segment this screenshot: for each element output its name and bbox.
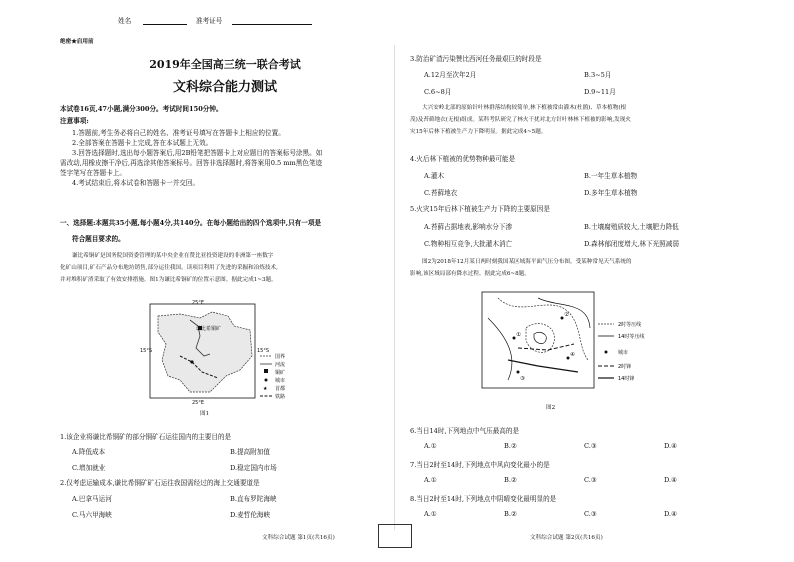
q6-option-c[interactable]: C.③ [584,442,597,450]
passage3 [410,256,745,280]
q5-option-d[interactable]: D.森林郁闭度增大,林下光照减弱 [584,240,679,248]
q4-option-a[interactable]: A.灌木 [424,172,445,180]
passage-line: 影响,该区域局部有降水过程。据此完成6~8题。 [410,271,530,277]
intro-text: 本试卷16页,47小题,满分300分。考试时间150分钟。 [60,105,223,113]
svg-text:★: ★ [263,386,268,392]
question-2: 2.仅考虑运输成本,谦比希铜矿矿石运往我国需经过的海上交通要道是 [60,479,260,487]
passage-line: 茂)及苔藓地衣(无根)组成。某科考队研究了林火干扰对北方针叶林林下植被的影响,发现火 [410,117,631,123]
q7-option-b[interactable]: B.② [504,476,517,484]
name-label: 姓名 [118,17,132,25]
q1-option-b[interactable]: B.提高附加值 [230,448,270,456]
q5-option-a[interactable]: A.苔藓占据地表,影响水分下渗 [424,223,513,231]
question-5: 5.火灾15年后林下植被生产力下降的主要原因是 [410,205,550,213]
q5-option-c[interactable]: C.物种相互竞争,大批灌木消亡 [424,240,513,248]
logo-stamp [378,524,412,548]
q6-option-d[interactable]: D.④ [664,442,678,450]
passage-line: 大兴安岭北部的原始针叶林群落结构较简单,林下植被常由灌木(杜鹃)、草本植物(根 [422,105,627,111]
legend-item: 河流 [275,362,286,368]
legend-item: 国界 [275,354,286,360]
q7-option-a[interactable]: A.① [424,476,437,484]
legend-item: 14时等压线 [618,334,645,340]
legend-item: 2时锋 [618,364,632,370]
passage-line: 灾15年后林下植被生产力下降明显。据此完成4~5题。 [410,129,547,135]
q1-option-a[interactable]: A.降低成本 [72,448,106,456]
q2-option-b[interactable]: B.直布罗陀海峡 [230,495,277,503]
q1-option-c[interactable]: C.增加就业 [72,464,106,472]
q4-option-c[interactable]: C.苔藓地衣 [424,189,458,197]
legend-item: 14时锋 [618,376,635,382]
secret-label: 绝密★启用前 [60,39,94,45]
passage-line: 并对堆积矿渣采取了有效安排措施。图1为谦比希铜矿的位置示意图。据此完成1~3题。 [60,277,277,283]
city-marker [517,371,520,374]
section1-heading: 一、选择题:本题共35小题,每小题4分,共140分。在每小题给出的四个选项中,只有一项是 [60,219,322,227]
q5-option-b[interactable]: B.土壤腐殖质较大,土壤肥力降低 [584,223,679,231]
q8-option-c[interactable]: C.③ [584,510,597,518]
legend-item: 首都 [275,386,286,392]
exam-subtitle: 文科综合能力测试 [172,80,277,95]
id-label: 准考证号 [196,17,223,25]
q8-option-a[interactable]: A.① [424,510,437,518]
q3-option-c[interactable]: C.6~8月 [424,88,452,96]
figure2-map [478,288,662,398]
notice-item: 3.回答选择题时,选出每小题答案后,用2B铅笔把答题卡上对应题目的答案标号涂黑。如 [72,149,323,157]
passage1 [60,250,390,286]
notice-item: 2.全部答案在答题卡上完成,答在本试题上无效。 [72,139,213,147]
figure1-caption: 图1 [200,411,210,417]
city-marker [190,360,193,363]
question-7: 7.当日2时至14时,下列地点中风向变化最小的是 [410,461,550,469]
notice-list [60,128,392,188]
city-label: ③ [520,376,525,382]
legend-item: 城市 [618,350,629,356]
city-label: ② [564,312,569,318]
mine-label: 谦比希铜矿 [196,326,222,332]
question-8: 8.当日2时至14时,下列地点中阴晴变化最明显的是 [410,495,557,503]
q7-option-d[interactable]: D.④ [664,476,678,484]
legend-item: 2时等压线 [618,322,642,328]
passage-line: 图2为2018年12月某日两时刻我国某区域海平面气压分布图。受某种常见天气系统的 [422,259,632,265]
lon-bottom: 25°E [192,400,205,406]
q3-option-b[interactable]: B.3~5月 [584,71,612,79]
q6-option-b[interactable]: B.② [504,442,517,450]
passage-line: 谦比希铜矿是国务院国资委管理的某中央企业在赞比亚投资建设的非洲第一座数字 [72,253,274,259]
notice-item: 需改动,用橡皮擦干净后,再选涂其他答案标号。回答非选择题时,将答案用0.5 mm黑色笔迹 [60,159,323,167]
notice-item: 4.考试结束后,将本试卷和答题卡一并交回。 [72,179,200,187]
q8-option-d[interactable]: D.④ [664,510,678,518]
map-frame [482,292,594,388]
name-blank [143,24,187,25]
q6-option-a[interactable]: A.① [424,442,437,450]
question-1: 1.该企业将谦比希铜矿的部分铜矿石运往国内的主要目的是 [60,433,232,441]
q2-option-c[interactable]: C.马六甲海峡 [72,511,112,519]
legend-item: 铜矿 [275,370,286,376]
footer-left: 文科综合试题 第1页(共16页) [262,535,335,541]
figure1-map [140,296,310,406]
lat-left: 15°S [140,348,153,354]
notice-title: 注意事项: [60,117,89,125]
figure2-legend [598,321,644,382]
column-divider [394,45,395,530]
legend-item: 铁路 [275,394,286,400]
legend-item: 城市 [275,378,286,384]
city-label: ① [516,332,521,338]
q7-option-c[interactable]: C.③ [584,476,597,484]
question-3: 3.防治矿渣污染赞比西河任务最艰巨的时段是 [410,55,542,63]
lat-right: 15°S [257,348,270,354]
figure2-caption: 图2 [546,405,556,411]
notice-item: 签字笔写在答题卡上。 [60,169,126,177]
q3-option-d[interactable]: D.9~11月 [584,88,616,96]
q8-option-b[interactable]: B.② [504,510,517,518]
q1-option-d[interactable]: D.稳定国内市场 [230,464,277,472]
q2-option-d[interactable]: D.麦哲伦海峡 [230,511,271,519]
exam-title: 2019年全国高三统一联合考试 [149,58,301,71]
lon-top: 25°E [192,300,205,306]
q2-option-a[interactable]: A.巴拿马运河 [72,495,112,503]
figure1-legend [260,353,285,400]
notice-item: 1.答题前,考生务必将自己的姓名、准考证号填写在答题卡上相应的位置。 [72,129,285,137]
id-blank [232,24,312,25]
passage-line: 化矿山项目,矿石产品分布地坊销售,部分运往我国。读项目利用了先进的采掘和冶炼技术, [60,265,278,271]
city-label: ④ [570,352,575,358]
question-4: 4.火后林下植被的优势物种最可能是 [410,155,516,163]
q3-option-a[interactable]: A.12月至次年2月 [424,71,477,79]
question-6: 6.当日14时,下列地点中气压最高的是 [410,427,520,435]
q4-option-d[interactable]: D.多年生草本植物 [584,189,638,197]
q4-option-b[interactable]: B.一年生草本植物 [584,172,638,180]
passage2 [410,102,745,138]
section1-heading-cont: 符合题目要求的。 [72,235,125,243]
footer-right: 文科综合试题 第2页(共16页) [530,535,603,541]
